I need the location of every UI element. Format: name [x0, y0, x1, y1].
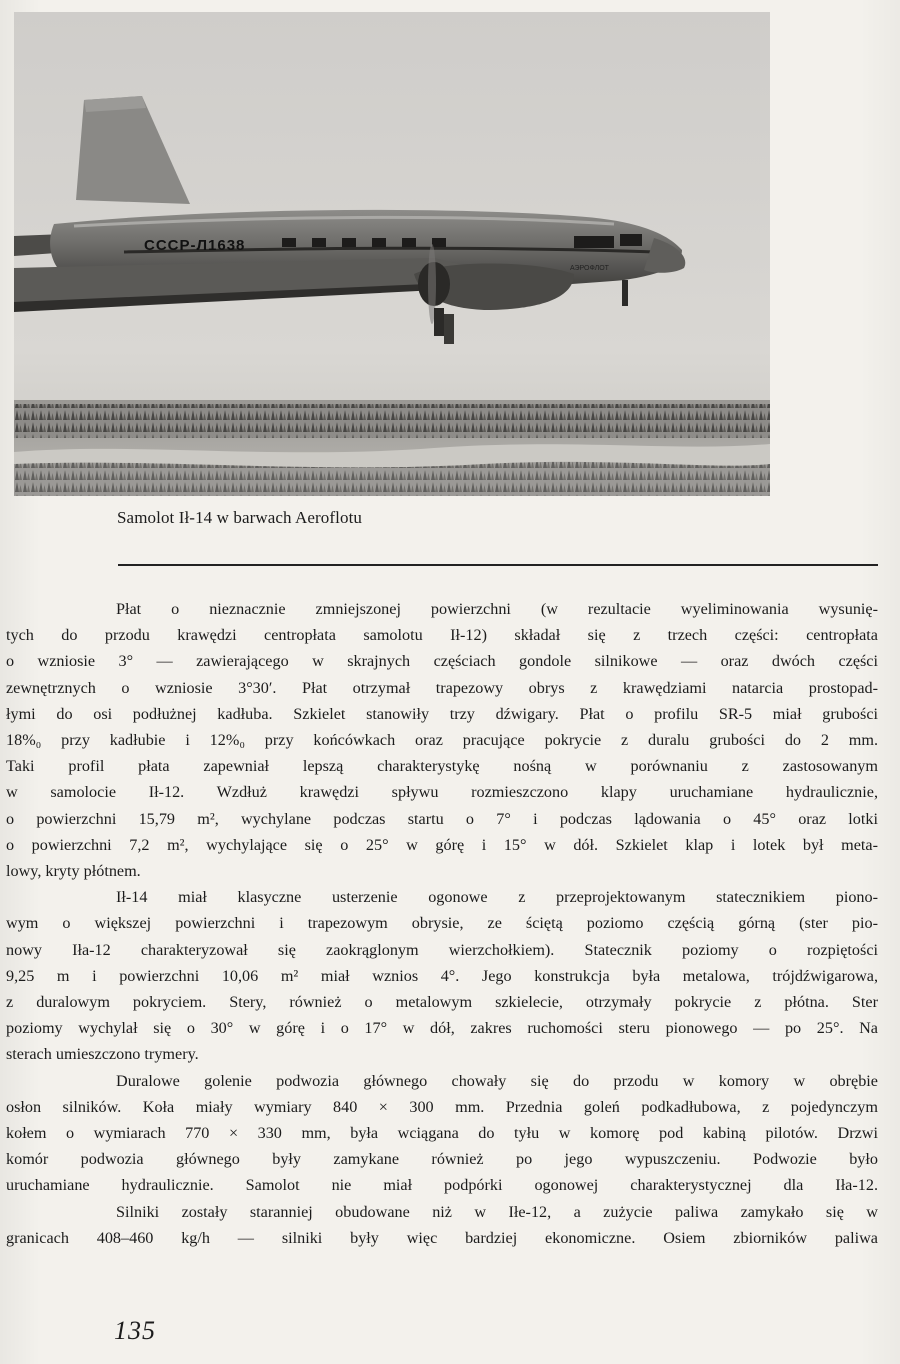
- text-line: komór podwozia głównego były zamykane również po jego wypuszczeniu. Podwozie było: [6, 1150, 878, 1169]
- text-line: 18%₀ przy kadłubie i 12%₀ przy końcówkach oraz pracujące pokrycie z duralu grubości do 2 mm.: [6, 731, 878, 750]
- text-line: Taki profil płata zapewniał lepszą charakterystykę nośną w porównaniu z zastosowanym: [6, 757, 878, 776]
- text-line: o wzniosie 3° — zawierającego w skrajnych częściach gondole silnikowe — oraz dwóch części: [6, 652, 878, 671]
- paragraph: [6, 596, 878, 884]
- text-line: tych do przodu krawędzi centropłata samolotu Ił-12) składał się z trzech części: centropłata: [6, 626, 878, 645]
- text-line: o powierzchni 15,79 m², wychylane podczas startu o 7° i podczas lądowania o 45° oraz lotki: [6, 809, 878, 828]
- text-line: granicach 408–460 kg/h — silniki były więc bardziej ekonomiczne. Osiem zbiorników paliwa: [6, 1228, 878, 1247]
- text-line: 9,25 m i powierzchni 10,06 m² miał wznios 4°. Jego konstrukcja była metalowa, trójdźwigarowa,: [6, 966, 878, 985]
- text-line: osłon silników. Koła miały wymiary 840 × 300 mm. Przednia goleń podkadłubowa, z pojedynczym: [6, 1097, 878, 1116]
- text-line: o powierzchni 7,2 m², wychylające się o 25° w górę i 15° w dół. Szkielet klap i lotek był meta-: [6, 835, 878, 854]
- aircraft-photo: [14, 12, 770, 496]
- text-line: lowy, kryty płótnem.: [6, 862, 141, 881]
- registration-mark: CCCP-Л1638: [144, 237, 246, 254]
- text-line: wym o większej powierzchni i trapezowym obrysie, ze ściętą poziomo częścią górną (ster pio-: [6, 914, 878, 933]
- text-line: łymi do osi podłużnej kadłuba. Szkielet stanowiły trzy dźwigary. Płat o profilu SR-5 miał grubości: [6, 704, 878, 723]
- text-line: uruchamiane hydraulicznie. Samolot nie miał podpórki ogonowej charakterystycznej dla Iła-12.: [6, 1176, 878, 1195]
- text-line: w samolocie Ił-12. Wzdłuż krawędzi spływu rozmieszczono klapy uruchamiane hydraulicznie,: [6, 783, 878, 802]
- section-divider: [118, 564, 878, 566]
- text-line: Ił-14 miał klasyczne usterzenie ogonowe z przeprojektowanym statecznikiem piono-: [116, 888, 878, 907]
- paragraph: [6, 1199, 878, 1251]
- page-number: 135: [114, 1316, 156, 1345]
- paragraph: [6, 1068, 878, 1199]
- figure-caption: Samolot Ił-14 w barwach Aeroflotu: [117, 508, 363, 527]
- body-text: [6, 596, 878, 1251]
- text-line: kołem o wymiarach 770 × 330 mm, była wciągana do tyłu w komorę pod kabiną pilotów. Drzwi: [6, 1124, 878, 1143]
- text-line: nowy Iła-12 charakteryzował się zaokrąglonym wierzchołkiem). Statecznik poziomy o rozpiętości: [6, 940, 878, 959]
- text-line: Silniki zostały staranniej obudowane niż w Iłe-12, a zużycie paliwa zamykało się w: [116, 1202, 878, 1221]
- il-14-aircraft-illustration: [14, 12, 770, 496]
- paragraph: [6, 884, 878, 1067]
- text-line: Duralowe golenie podwozia głównego chowały się do przodu w komory w obrębie: [116, 1071, 878, 1090]
- text-line: poziomy wychylał się o 30° w górę i o 17° w dół, zakres ruchomości steru pionowego — po 25°. Na: [6, 1019, 878, 1038]
- aeroflot-side-text: АЭРОФЛОТ: [570, 265, 609, 272]
- text-line: z duralowym pokryciem. Stery, również o metalowym szkielecie, otrzymały pokrycie z płótna. Ster: [6, 993, 878, 1012]
- text-line: Płat o nieznacznie zmniejszonej powierzchni (w rezultacie wyeliminowania wysunię-: [116, 600, 878, 618]
- text-line: zewnętrznych o wzniosie 3°30′. Płat otrzymał trapezowy obrys z krawędziami natarcia prostopad-: [6, 678, 878, 697]
- text-line: sterach umieszczono trymery.: [6, 1045, 199, 1064]
